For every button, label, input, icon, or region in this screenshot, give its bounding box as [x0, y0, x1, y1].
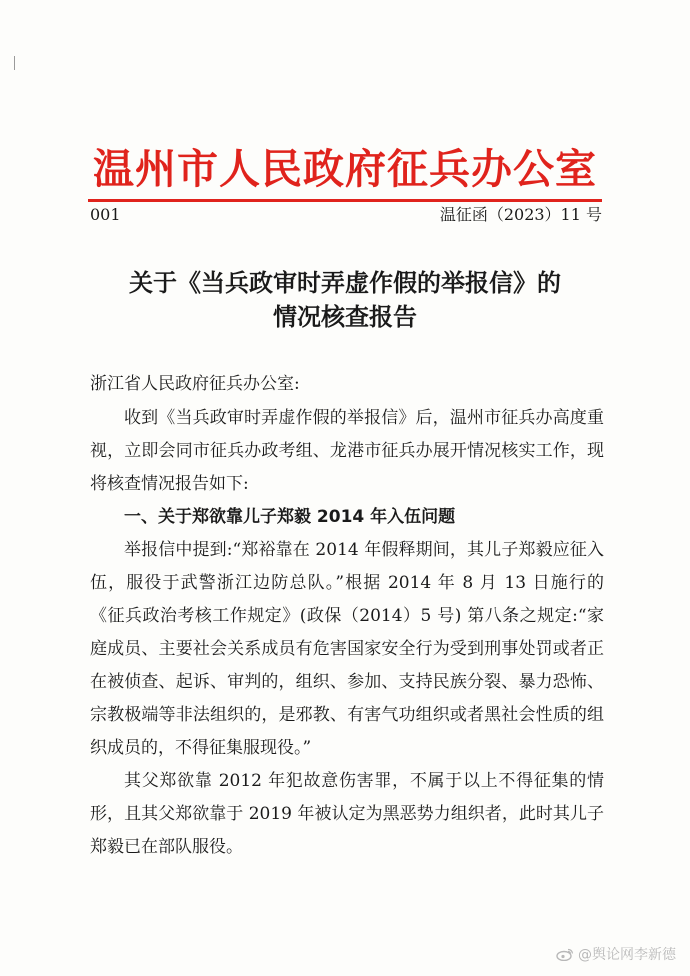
- section-1-heading: 一、关于郑欲靠儿子郑毅 2014 年入伍问题: [124, 507, 456, 527]
- weibo-icon: [556, 947, 574, 961]
- body-paragraph-3: 其父郑欲靠 2012 年犯故意伤害罪，不属于以上不得征集的情形，且其父郑欲靠于 2019 年被认定为黑恶势力组织者，此时其儿子郑毅已在部队服役。: [90, 771, 604, 857]
- body-paragraph-2: 举报信中提到:“郑裕靠在 2014 年假释期间，其儿子郑毅应征入伍，服役于武警浙江边防总队。”根据 2014 年 8 月 13 日施行的《征兵政治考核工作规定》(政保（2014）5 号) 第八条之规定:“家庭成员、主要社会关系成员有危害国家安全行为受到刑事处罚或者正在被侦查、起诉、审判的，组织、参加、支持民族分裂、暴力恐怖、宗教极端等非法组织的，是邪教、有害气功组织或者黑社会性质的组织成员的，不得征集服现役。”: [90, 540, 604, 758]
- body-paragraph-1: 收到《当兵政审时弄虚作假的举报信》后，温州市征兵办高度重视，立即会同市征兵办政考组、龙港市征兵办展开情况核实工作，现将核查情况报告如下:: [90, 408, 604, 494]
- addressee: 浙江省人民政府征兵办公室:: [90, 374, 300, 394]
- letterhead-organization: 温州市人民政府征兵办公室: [93, 145, 597, 193]
- document-title-line-2: 情况核查报告: [273, 303, 417, 331]
- document-title: [90, 266, 600, 334]
- letterhead-red-rule: [88, 199, 602, 202]
- watermark: [556, 944, 676, 964]
- watermark-text: @舆论网李新德: [578, 947, 676, 963]
- document-body: [90, 402, 604, 864]
- scan-mark: [14, 56, 15, 70]
- document-title-line-1: 关于《当兵政审时弄虚作假的举报信》的: [129, 269, 561, 297]
- document-serial: 001: [90, 205, 121, 224]
- document-reference-number: 温征函（2023）11 号: [439, 205, 602, 224]
